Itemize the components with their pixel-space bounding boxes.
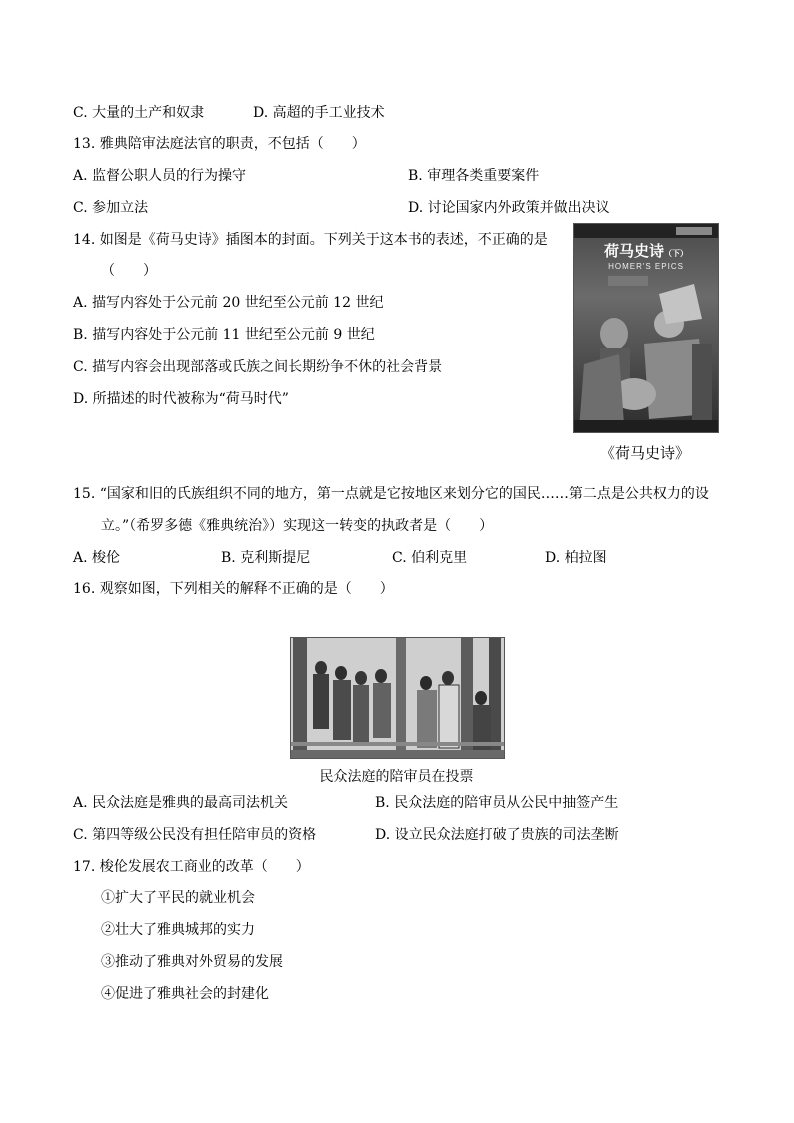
cover-title: 荷马史诗 [603, 242, 664, 260]
cover-title-suffix: （下） [664, 248, 688, 258]
q13-stem: 13. 雅典陪审法庭法官的职责，不包括（ ） [73, 136, 366, 152]
q16-option-c: C. 第四等级公民没有担任陪审员的资格 [73, 827, 317, 843]
q15-option-d: D. 柏拉图 [545, 550, 607, 566]
q15-stem-cont: 立。”（希罗多德《雅典统治》）实现这一转变的执政者是（ ） [101, 518, 494, 534]
q16-option-b: B. 民众法庭的陪审员从公民中抽签产生 [375, 795, 619, 811]
q14-stem: 14. 如图是《荷马史诗》插图本的封面。下列关于这本书的表述，不正确的是 [73, 232, 548, 248]
q17-item-4: ④促进了雅典社会的封建化 [101, 986, 269, 1002]
q14-stem-blank: （ ） [101, 263, 157, 279]
homer-epics-cover-image [573, 223, 719, 433]
q13-option-b: B. 审理各类重要案件 [408, 168, 540, 184]
homer-epics-caption: 《荷马史诗》 [599, 444, 690, 462]
q17-stem: 17. 梭伦发展农工商业的改革（ ） [73, 859, 310, 875]
q14-option-c: C. 描写内容会出现部落或氏族之间长期纷争不休的社会背景 [73, 359, 443, 375]
q16-option-d: D. 设立民众法庭打破了贵族的司法垄断 [375, 827, 619, 843]
q17-item-3: ③推动了雅典对外贸易的发展 [101, 954, 283, 970]
q16-option-a: A. 民众法庭是雅典的最高司法机关 [73, 795, 289, 811]
q15-option-a: A. 梭伦 [73, 550, 121, 566]
q14-option-b: B. 描写内容处于公元前 11 世纪至公元前 9 世纪 [73, 327, 375, 343]
q15-option-b: B. 克利斯提尼 [221, 550, 311, 566]
jury-voting-caption: 民众法庭的陪审员在投票 [319, 769, 474, 785]
q17-item-2: ②壮大了雅典城邦的实力 [101, 922, 255, 938]
q17-item-1: ①扩大了平民的就业机会 [101, 890, 255, 906]
q12-option-d: D. 高超的手工业技术 [253, 105, 385, 121]
cover-subtitle: HOMER'S EPICS [608, 262, 684, 271]
jury-voting-image [290, 637, 505, 759]
jury-voting-illustration [291, 638, 504, 758]
q15-stem: 15. “国家和旧的氏族组织不同的地方，第一点就是它按地区来划分它的国民……第二点是公共权力的设 [73, 486, 709, 502]
q16-stem: 16. 观察如图，下列相关的解释不正确的是（ ） [73, 581, 394, 597]
q13-option-d: D. 讨论国家内外政策并做出决议 [408, 200, 610, 216]
q13-option-a: A. 监督公职人员的行为操守 [73, 168, 247, 184]
q15-option-c: C. 伯利克里 [392, 550, 468, 566]
q12-option-c: C. 大量的土产和奴隶 [73, 105, 205, 121]
q14-option-d: D. 所描述的时代被称为“荷马时代” [73, 391, 289, 407]
q13-option-c: C. 参加立法 [73, 200, 149, 216]
q14-option-a: A. 描写内容处于公元前 20 世纪至公元前 12 世纪 [73, 295, 384, 311]
